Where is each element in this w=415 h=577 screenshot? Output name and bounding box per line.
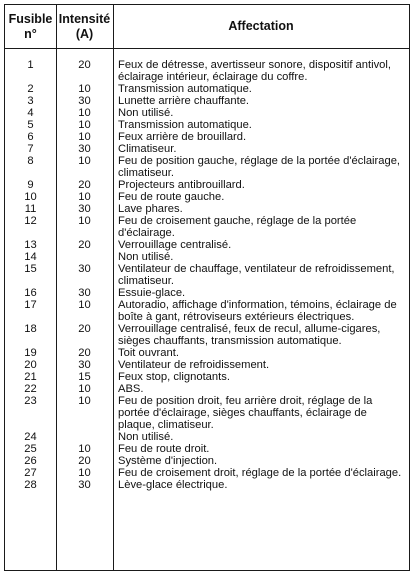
assignment-cell: Projecteurs antibrouillard. (118, 179, 245, 191)
fuse-number-cell: 1 (27, 59, 34, 71)
amperage-cell: 10 (78, 119, 91, 131)
amperage-cell: 20 (78, 347, 91, 359)
fuse-number-cell: 5 (27, 119, 34, 131)
table-row (5, 323, 409, 347)
table-row (5, 143, 409, 155)
table-row (5, 59, 409, 83)
amperage-cell: 20 (78, 179, 91, 191)
table-row (5, 467, 409, 479)
assignment-cell: Feux de détresse, avertisseur sonore, dispositif antivol, éclairage intérieur, éclairage du coffre. (118, 59, 391, 83)
header-assignment-label: Affectation (228, 19, 294, 33)
header-fuse-line2: n° (24, 26, 37, 41)
assignment-cell: Ventilateur de chauffage, ventilateur de refroidissement, climatiseur. (118, 263, 395, 287)
fuse-number-cell: 2 (27, 83, 34, 95)
fuse-table (4, 4, 410, 571)
fuse-number-cell: 22 (24, 383, 37, 395)
assignment-cell: Lunette arrière chauffante. (118, 95, 250, 107)
fuse-number-cell: 6 (27, 131, 34, 143)
fuse-number-cell: 12 (24, 215, 37, 227)
fuse-number-cell: 17 (24, 299, 37, 311)
table-row (5, 179, 409, 191)
fuse-number-cell: 23 (24, 395, 37, 407)
assignment-cell: Climatiseur. (118, 143, 177, 155)
amperage-cell: 20 (78, 239, 91, 251)
amperage-cell: 20 (78, 59, 91, 71)
header-amp-line2: (A) (75, 26, 94, 41)
assignment-cell: Feux stop, clignotants. (118, 371, 230, 383)
fuse-number-cell: 10 (24, 191, 37, 203)
table-row (5, 131, 409, 143)
fuse-number-cell: 26 (24, 455, 37, 467)
table-row (5, 95, 409, 107)
amperage-cell: 30 (78, 479, 91, 491)
amperage-cell: 30 (78, 263, 91, 275)
assignment-cell: Lève-glace électrique. (118, 479, 228, 491)
amperage-cell: 10 (78, 383, 91, 395)
table-row (5, 383, 409, 395)
table-row (5, 455, 409, 467)
amperage-cell: 20 (78, 323, 91, 335)
assignment-cell: Système d'injection. (118, 455, 218, 467)
assignment-cell: Essuie-glace. (118, 287, 186, 299)
table-row (5, 263, 409, 287)
header-assignment (113, 5, 409, 48)
table-row (5, 443, 409, 455)
table-row (5, 215, 409, 239)
amperage-cell: 10 (78, 215, 91, 227)
fuse-number-cell: 9 (27, 179, 34, 191)
fuse-number-cell: 21 (24, 371, 37, 383)
amperage-cell: 30 (78, 287, 91, 299)
assignment-cell: Autoradio, affichage d'information, témoins, éclairage de boîte à gant, rétroviseurs extérieurs électriques. (118, 299, 397, 323)
assignment-cell: Non utilisé. (118, 251, 174, 263)
header-fuse-number (5, 5, 56, 48)
amperage-cell: 15 (78, 371, 91, 383)
table-row (5, 287, 409, 299)
fuse-number-cell: 19 (24, 347, 37, 359)
fuse-number-cell: 4 (27, 107, 34, 119)
table-row (5, 119, 409, 131)
assignment-cell: Feu de croisement gauche, réglage de la portée d'éclairage. (118, 215, 357, 239)
assignment-cell: Verrouillage centralisé. (118, 239, 232, 251)
assignment-cell: Feu de route droit. (118, 443, 210, 455)
fuse-number-cell: 14 (24, 251, 37, 263)
fuse-number-cell: 27 (24, 467, 37, 479)
assignment-cell: Verrouillage centralisé, feux de recul, allume-cigares, sièges chauffants, transmission automatique. (118, 323, 381, 347)
amperage-cell: 30 (78, 203, 91, 215)
amperage-cell: 30 (78, 143, 91, 155)
header-amperage (56, 5, 113, 48)
assignment-cell: Non utilisé. (118, 431, 174, 443)
assignment-cell: Transmission automatique. (118, 119, 252, 131)
table-row (5, 395, 409, 431)
fuse-number-cell: 3 (27, 95, 34, 107)
table-row (5, 299, 409, 323)
amperage-cell: 10 (78, 83, 91, 95)
fuse-number-cell: 15 (24, 263, 37, 275)
amperage-cell: 10 (78, 155, 91, 167)
fuse-number-cell: 8 (27, 155, 34, 167)
amperage-cell: 20 (78, 455, 91, 467)
assignment-cell: Feu de croisement droit, réglage de la portée d'éclairage. (118, 467, 402, 479)
assignment-cell: ABS. (118, 383, 144, 395)
table-row (5, 239, 409, 251)
assignment-cell: Feu de position droit, feu arrière droit, réglage de la portée d'éclairage, sièges chauffants, éclairage de plaque, climatiseur. (118, 395, 373, 431)
table-row (5, 107, 409, 119)
amperage-cell: 10 (78, 107, 91, 119)
assignment-cell: Feu de position gauche, réglage de la portée d'éclairage, climatiseur. (118, 155, 401, 179)
table-row (5, 251, 409, 263)
table-body (5, 59, 409, 491)
fuse-number-cell: 25 (24, 443, 37, 455)
fuse-number-cell: 16 (24, 287, 37, 299)
amperage-cell: 10 (78, 131, 91, 143)
table-row (5, 479, 409, 491)
assignment-cell: Non utilisé. (118, 107, 174, 119)
fuse-number-cell: 28 (24, 479, 37, 491)
assignment-cell: Lave phares. (118, 203, 183, 215)
amperage-cell: 10 (78, 467, 91, 479)
table-row (5, 359, 409, 371)
header-divider (5, 48, 409, 49)
fuse-number-cell: 11 (24, 203, 37, 215)
table-row (5, 203, 409, 215)
table-row (5, 191, 409, 203)
fuse-number-cell: 24 (24, 431, 37, 443)
assignment-cell: Transmission automatique. (118, 83, 252, 95)
fuse-number-cell: 13 (24, 239, 37, 251)
assignment-cell: Ventilateur de refroidissement. (118, 359, 270, 371)
amperage-cell: 10 (78, 395, 91, 407)
amperage-cell: 10 (78, 299, 91, 311)
amperage-cell: 10 (78, 443, 91, 455)
assignment-cell: Toit ouvrant. (118, 347, 179, 359)
fuse-number-cell: 18 (24, 323, 37, 335)
amperage-cell: 30 (78, 359, 91, 371)
header-amp-line1: Intensité (58, 11, 111, 26)
table-row (5, 83, 409, 95)
table-row (5, 371, 409, 383)
table-row (5, 155, 409, 179)
fuse-number-cell: 7 (27, 143, 34, 155)
amperage-cell: 10 (78, 191, 91, 203)
assignment-cell: Feu de route gauche. (118, 191, 225, 203)
amperage-cell: 30 (78, 95, 91, 107)
table-row (5, 347, 409, 359)
header-fuse-line1: Fusible (8, 11, 53, 26)
table-row (5, 431, 409, 443)
assignment-cell: Feux arrière de brouillard. (118, 131, 247, 143)
fuse-number-cell: 20 (24, 359, 37, 371)
